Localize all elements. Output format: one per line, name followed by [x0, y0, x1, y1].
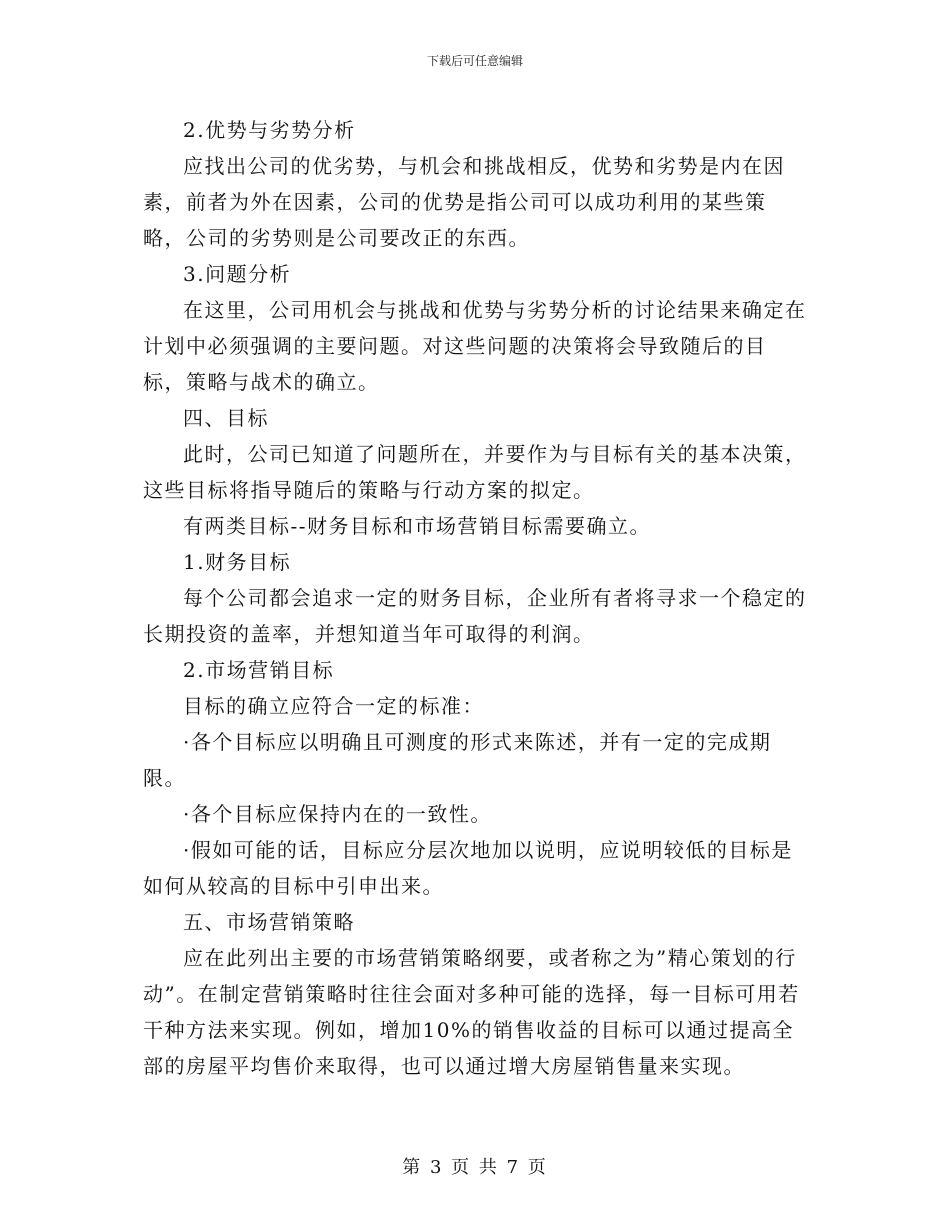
- heading-strengths-weaknesses: 2.优势与劣势分析: [183, 118, 356, 142]
- heading-financial-objectives: 1.财务目标: [183, 550, 292, 574]
- document-body: [143, 112, 808, 1084]
- paragraph-financial-objectives: 每个公司都会追求一定的财务目标，企业所有者将寻求一个稳定的长期投资的盖率，并想知道当年可取得的利润。: [143, 586, 807, 646]
- heading-marketing-strategy: 五、市场营销策略: [183, 910, 355, 934]
- paragraph-marketing-strategy: 应在此列出主要的市场营销策略纲要，或者称之为”精心策划的行动”。在制定营销策略时往往会面对多种可能的选择，每一目标可用若干种方法来实现。例如，增加10%的销售收益的目标可以通过提高全部的房屋平均售价来取得，也可以通过增大房屋销售量来实现。: [143, 946, 800, 1078]
- bullet-item-hierarchy: ·假如可能的话，目标应分层次地加以说明，应说明较低的目标是如何从较高的目标中引申出来。: [143, 838, 793, 898]
- page-number-footer: 第 3 页 共 7 页: [402, 1157, 548, 1178]
- heading-problem-analysis: 3.问题分析: [183, 262, 292, 286]
- heading-marketing-objectives: 2.市场营销目标: [183, 658, 335, 682]
- paragraph-objective-standards: 目标的确立应符合一定的标准：: [183, 694, 484, 718]
- paragraph-strengths-weaknesses: 应找出公司的优劣势，与机会和挑战相反，优势和劣势是内在因素，前者为外在因素，公司的优势是指公司可以成功利用的某些策略，公司的劣势则是公司要改正的东西。: [143, 154, 785, 250]
- paragraph-two-objective-types: 有两类目标--财务目标和市场营销目标需要确立。: [183, 514, 652, 538]
- page-header-note: 下载后可任意编辑: [426, 54, 523, 68]
- heading-objectives: 四、目标: [183, 406, 269, 430]
- bullet-item-measurable: ·各个目标应以明确且可测度的形式来陈述，并有一定的完成期限。: [143, 730, 772, 790]
- paragraph-problem-analysis: 在这里，公司用机会与挑战和优势与劣势分析的讨论结果来确定在计划中必须强调的主要问题。对这些问题的决策将会导致随后的目标，策略与战术的确立。: [143, 298, 807, 394]
- paragraph-objectives-intro: 此时，公司已知道了问题所在，并要作为与目标有关的基本决策，这些目标将指导随后的策略与行动方案的拟定。: [143, 442, 807, 502]
- bullet-item-consistency: ·各个目标应保持内在的一致性。: [183, 802, 492, 826]
